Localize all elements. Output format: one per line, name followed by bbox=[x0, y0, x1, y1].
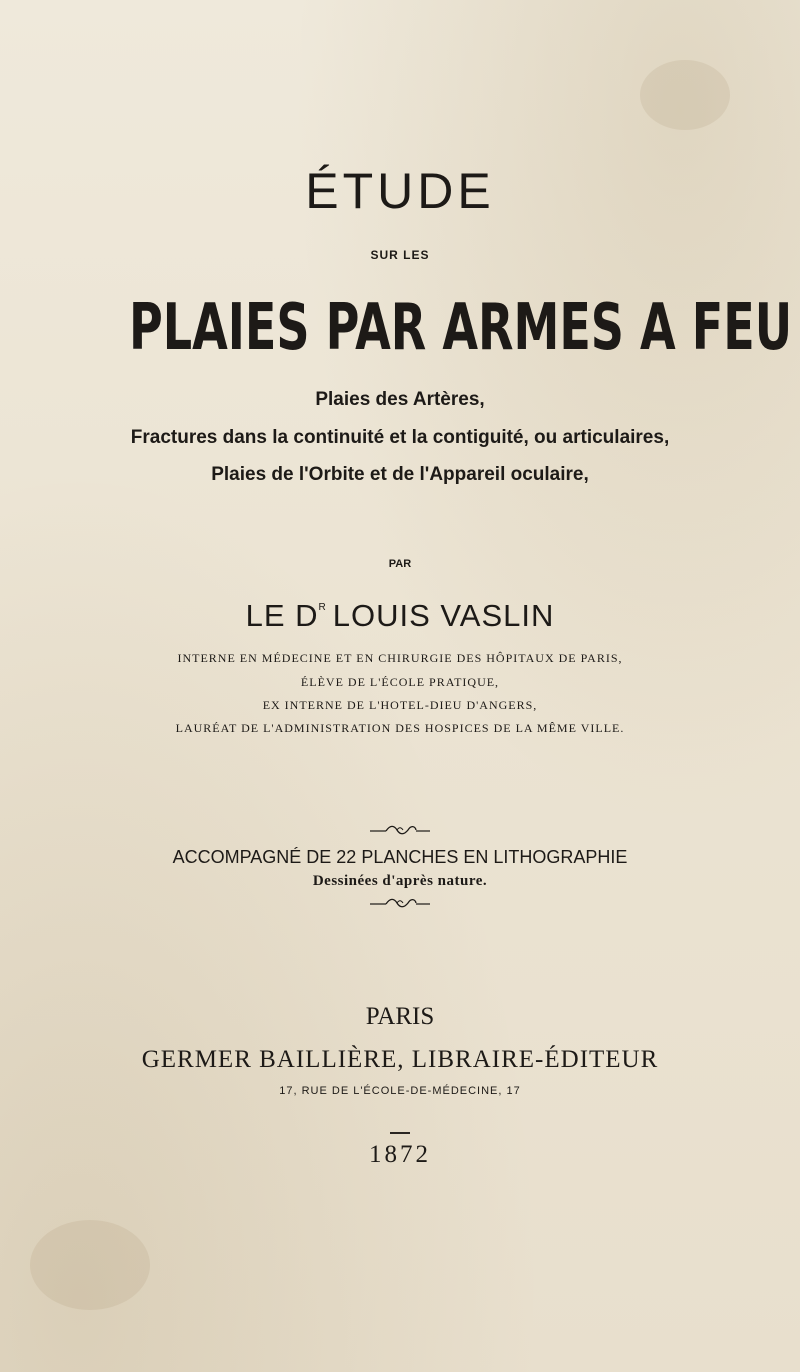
drawn-from-nature: Dessinées d'après nature. bbox=[312, 873, 488, 889]
plates-notice: ACCOMPAGNÉ DE 22 PLANCHES EN LITHOGRAPHIE bbox=[172, 847, 628, 867]
credential-line-1: INTERNE EN MÉDECINE ET EN CHIRURGIE DES HÔPITAUX DE PARIS, bbox=[177, 651, 623, 665]
par-label: PAR bbox=[388, 558, 412, 570]
credential-line-4: LAURÉAT DE L'ADMINISTRATION DES HOSPICES DE LA MÊME VILLE. bbox=[175, 721, 625, 735]
author-prefix: LE D bbox=[245, 598, 319, 633]
credential-line-2: ÉLÈVE DE L'ÉCOLE PRATIQUE, bbox=[300, 675, 500, 689]
publisher-name: GERMER BAILLIÈRE, LIBRAIRE-ÉDITEUR bbox=[141, 1046, 659, 1073]
publication-year: 1872 bbox=[369, 1141, 431, 1168]
author-name bbox=[0, 590, 800, 634]
subtitle-line-1: Plaies des Artères, bbox=[315, 389, 485, 410]
paper-stain bbox=[30, 1220, 150, 1310]
author-fullname: LOUIS VASLIN bbox=[332, 598, 555, 633]
main-title-text: PLAIES PAR ARMES A FEU bbox=[128, 291, 793, 365]
author-sup: R bbox=[318, 602, 327, 613]
paper-stain bbox=[640, 60, 730, 130]
main-title bbox=[0, 288, 800, 368]
sur-les-label: SUR LES bbox=[370, 248, 430, 262]
publication-city: PARIS bbox=[365, 1003, 435, 1030]
subtitle-line-2: Fractures dans la continuité et la contiguité, ou articulaires, bbox=[130, 427, 670, 448]
ornament-divider-icon bbox=[370, 824, 430, 836]
ornament-divider-icon bbox=[370, 898, 430, 910]
credential-line-3: EX INTERNE DE L'HOTEL-DIEU D'ANGERS, bbox=[262, 698, 538, 712]
study-heading: ÉTUDE bbox=[305, 163, 495, 219]
short-rule bbox=[390, 1132, 410, 1134]
publisher-address: 17, RUE DE L'ÉCOLE-DE-MÉDECINE, 17 bbox=[279, 1085, 521, 1097]
subtitle-line-3: Plaies de l'Orbite et de l'Appareil oculaire, bbox=[211, 464, 589, 485]
